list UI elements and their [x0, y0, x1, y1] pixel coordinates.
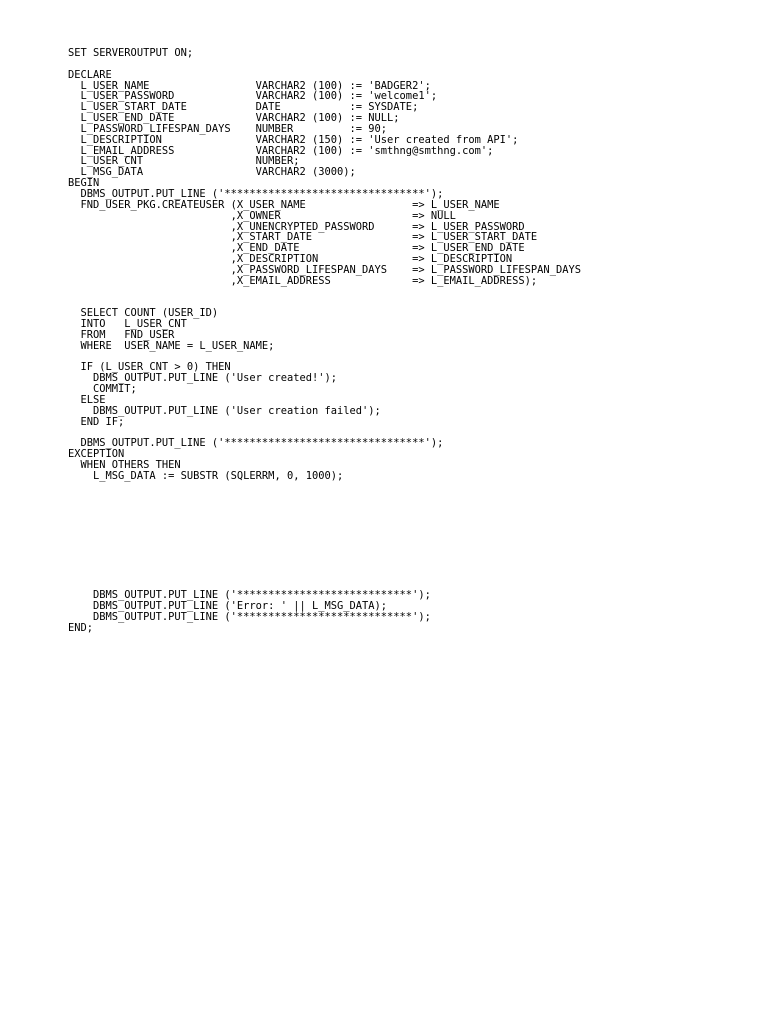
- code-line: DBMS_OUTPUT.PUT_LINE ('Error: ' || L_MSG_DATA);: [68, 600, 388, 613]
- code-line: L_EMAIL_ADDRESS VARCHAR2 (100) := 'smthng@smthng.com';: [68, 144, 494, 157]
- sql-code-block: [68, 48, 581, 634]
- code-line: [68, 514, 581, 525]
- code-line: DBMS_OUTPUT.PUT_LINE ('****************************');: [68, 589, 431, 602]
- code-line: [68, 482, 581, 493]
- code-line: L_MSG_DATA VARCHAR2 (3000);: [68, 166, 356, 179]
- code-line: DBMS_OUTPUT.PUT_LINE ('********************************');: [68, 437, 444, 450]
- code-line: [68, 558, 581, 569]
- code-line: [68, 525, 581, 536]
- code-line: DBMS_OUTPUT.PUT_LINE ('****************************');: [68, 610, 431, 623]
- code-line: [68, 569, 581, 580]
- code-line: [68, 493, 581, 504]
- code-line: IF (L_USER_CNT > 0) THEN: [68, 361, 231, 374]
- code-line: BEGIN: [68, 177, 100, 190]
- code-line: DECLARE: [68, 68, 112, 81]
- code-line: EXCEPTION: [68, 448, 125, 461]
- code-line: ,X_START_DATE => L_USER_START_DATE: [68, 231, 538, 244]
- code-line: END IF;: [68, 415, 125, 428]
- code-line: END;: [68, 621, 94, 634]
- code-line: L_MSG_DATA := SUBSTR (SQLERRM, 0, 1000);: [68, 469, 344, 482]
- code-line: L_USER_NAME VARCHAR2 (100) := 'BADGER2';: [68, 79, 431, 92]
- code-line: [68, 547, 581, 558]
- code-line: FND_USER_PKG.CREATEUSER (X_USER_NAME => L_USER_NAME: [68, 198, 500, 211]
- code-line: ,X_UNENCRYPTED_PASSWORD => L_USER_PASSWORD: [68, 220, 525, 233]
- code-line: ,X_OWNER => NULL: [68, 209, 456, 222]
- code-line: INTO L_USER_CNT: [68, 318, 187, 331]
- code-line: L_DESCRIPTION VARCHAR2 (150) := 'User created from API';: [68, 133, 519, 146]
- code-line: [68, 59, 581, 70]
- code-line: WHEN OTHERS THEN: [68, 459, 181, 472]
- code-line: SELECT COUNT (USER_ID): [68, 307, 219, 320]
- code-line: L_USER_START_DATE DATE := SYSDATE;: [68, 101, 419, 114]
- code-line: FROM FND_USER: [68, 328, 175, 341]
- code-line: ,X_END_DATE => L_USER_END_DATE: [68, 242, 525, 255]
- code-line: L_USER_PASSWORD VARCHAR2 (100) := 'welcome1';: [68, 90, 438, 103]
- code-line: DBMS_OUTPUT.PUT_LINE ('User creation failed');: [68, 404, 381, 417]
- code-line: WHERE USER_NAME = L_USER_NAME;: [68, 339, 275, 352]
- code-line: ,X_EMAIL_ADDRESS => L_EMAIL_ADDRESS);: [68, 274, 538, 287]
- code-line: [68, 503, 581, 514]
- code-line: [68, 536, 581, 547]
- code-line: ,X_DESCRIPTION => L_DESCRIPTION: [68, 253, 513, 266]
- code-line: COMMIT;: [68, 383, 137, 396]
- code-line: SET SERVEROUTPUT ON;: [68, 47, 194, 59]
- code-line: L_USER_CNT NUMBER;: [68, 155, 300, 168]
- code-line: L_PASSWORD_LIFESPAN_DAYS NUMBER := 90;: [68, 122, 388, 135]
- code-line: DBMS_OUTPUT.PUT_LINE ('User created!');: [68, 372, 337, 385]
- code-line: ,X_PASSWORD_LIFESPAN_DAYS => L_PASSWORD_LIFESPAN_DAYS: [68, 263, 581, 276]
- code-line: DBMS_OUTPUT.PUT_LINE ('********************************');: [68, 187, 444, 200]
- code-line: [68, 287, 581, 298]
- code-line: ELSE: [68, 394, 106, 406]
- code-line: L_USER_END_DATE VARCHAR2 (100) := NULL;: [68, 112, 400, 125]
